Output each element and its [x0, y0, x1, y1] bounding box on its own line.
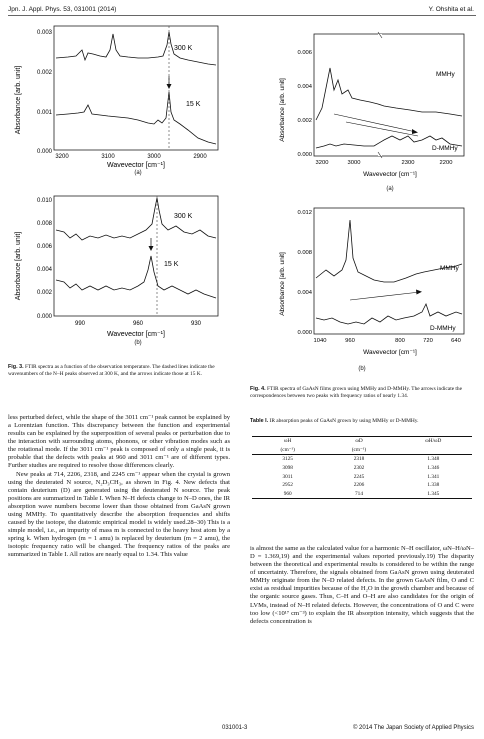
- fig3a-xtick: 2900: [193, 154, 207, 160]
- fig4b-ylabel: Absorbance [arb. unit]: [279, 252, 286, 316]
- table-row: [252, 472, 472, 481]
- fig3b-xlabel: Wavevector [cm⁻¹]: [107, 331, 165, 338]
- fig4a-label-mmhy: MMHy: [436, 71, 455, 78]
- fig3a-ytick: 0.003: [36, 30, 52, 36]
- fig4a-xtick: 3000: [347, 160, 361, 166]
- fig4b-label-mmhy: MMHy: [440, 265, 459, 272]
- left-paragraph: less perturbed defect, while the shape of the 3011 cm⁻¹ peak cannot be explained by a Lorentzian function. This discrepancy between the function and experimental results can be explained by the superposition of several peaks or perturbation due to the interaction with surrounding atoms, phonons, or other vibration modes such as the rotational mode. If the 3011 cm⁻¹ peak is composed of only a single peak, it is probable that the defects with peaks at 960 and 3011 cm⁻¹ are of different types. Further studies are required to resolve those differences clearly.: [8, 414, 230, 470]
- table1-caption: [250, 418, 474, 425]
- fig3b-plot: [8, 190, 230, 350]
- fig4b-trace-dmmhy: [316, 304, 462, 324]
- fig4b-trace-mmhy: [316, 220, 462, 282]
- fig3-caption-label: Fig. 3.: [8, 364, 24, 370]
- fig4a-xtick: 3200: [315, 160, 329, 166]
- fig4a-plot: [250, 28, 476, 188]
- page-number: 031001-3: [222, 725, 248, 731]
- fig4a-ylabel: Absorbance [arb. unit]: [279, 78, 286, 142]
- table-cell: 714: [323, 490, 394, 499]
- table-cell: 1.348: [427, 456, 440, 463]
- fig4-caption: [250, 386, 474, 399]
- fig4a-xtick: 2200: [439, 160, 453, 166]
- table-cell: 1.345: [395, 490, 472, 499]
- table-row: [252, 455, 472, 464]
- table-row: [252, 481, 472, 490]
- fig4a-ytick: 0.004: [297, 84, 312, 90]
- table-cell: 2302: [353, 465, 365, 472]
- fig4b-xtick: 720: [423, 338, 433, 344]
- fig4b-xtick: 640: [451, 338, 461, 344]
- fig3b-ytick: 0.006: [36, 244, 52, 250]
- table-cell: 3098: [282, 465, 293, 472]
- fig4b-ytick: 0.000: [297, 330, 312, 336]
- table-cell: 2206: [353, 482, 365, 489]
- fig3b-ytick: 0.000: [36, 314, 52, 320]
- fig3a-label-300k: 300 K: [174, 45, 193, 52]
- author-header: Y. Ohshita et al.: [428, 6, 474, 13]
- fig4-caption-label: Fig. 4.: [250, 386, 266, 392]
- table1: [252, 436, 472, 499]
- journal-header: Jpn. J. Appl. Phys. 53, 031001 (2014): [8, 6, 117, 13]
- fig3b-label-300k: 300 K: [174, 213, 193, 220]
- header-rule: [8, 15, 476, 16]
- fig3b-ytick: 0.004: [36, 267, 52, 273]
- table1-unit: (cm⁻¹): [323, 446, 394, 455]
- table-row: [252, 464, 472, 473]
- fig3b-ytick: 0.010: [36, 198, 52, 204]
- fig3a-ytick: 0.000: [36, 149, 52, 155]
- table1-header: ωH/ωD: [395, 437, 472, 446]
- fig3-caption-text: FTIR spectra as a function of the observation temperature. The dashed lines indicate the wavenumbers of the N–H peaks observed at 300 K, and the arrows indicate those at 15 K.: [8, 364, 215, 377]
- right-paragraph: is almost the same as the calculated value for a harmonic N–H oscillator, ωN–H/ωN–D = 1.369,19) and the experimental values reported previously.19) The disparity between the theoretical and experimental results is considered to be within the range of uncertainty. Therefore, the signals obtained from GaAsN grown using deuterated MMHy originate from the N–D related defects. In the grown GaAsN film, O and C exist as residual impurities because of the H₂O in the growth chamber and because of the organic source gases. Thus, C–H and O–H are also candidates for the origin of LVMs, instead of N–H related defects. However, the concentrations of O and C were too low (<10¹⁷ cm⁻³) to explain the IR absorption intensity, which suggests that the defects concentration is: [250, 545, 474, 625]
- fig4b-sub: (b): [358, 366, 366, 372]
- copyright: © 2014 The Japan Society of Applied Physics: [352, 725, 474, 731]
- fig4b-xlabel: Wavevector [cm⁻¹]: [363, 349, 417, 356]
- fig4-caption-text: FTIR spectra of GaAsN films grown using MMHy and D-MMHy. The arrows indicate the correspondences between two peaks with frequency ratios of nearly 1.34.: [250, 386, 463, 399]
- fig4a-label-dmmhy: D-MMHy: [432, 145, 458, 152]
- fig3a-xtick: 3100: [101, 154, 115, 160]
- fig4b-xtick: 1040: [313, 338, 327, 344]
- table-cell: 1.346: [427, 465, 440, 472]
- fig4b-label-dmmhy: D-MMHy: [430, 325, 456, 332]
- left-paragraph: New peaks at 714, 2206, 2318, and 2245 cm⁻¹ appear when the crystal is grown using the deuterated N source, N₂D₃CH₃, as shown in Fig. 4. New defects that contain deuterium (D) are generated using the deuterated N source. The peak positions are summarized in Table I. When N–H defects change to N–D ones, the IR absorption wave numbers become lower than those obtained from GaAsN grown using MMHy. To quantitatively describe the absorption frequencies and shifts caused by the isotope, the diatomic empirical model is widely used.28–30) This is a simple model, i.e., an impurity of mass m is connected to the heavy host atom by a spring k. When hydrogen (m = 1 amu) is replaced by deuterium (m = 2 amu), the isotopic frequency ratio will be changed. The frequency ratios of the peaks are summarized in Table I. All ratios are nearly equal to 1.34. This value: [8, 470, 230, 559]
- table-cell: 3011: [282, 473, 293, 480]
- table1-caption-text: IR absorption peaks of GaAsN grown by using MMHy or D-MMHy.: [269, 418, 419, 424]
- fig4a-ytick: 0.002: [297, 118, 312, 124]
- fig3a-trace-15k: [56, 92, 216, 144]
- fig3a-label-15k: 15 K: [186, 101, 201, 108]
- table1-unit: (cm⁻¹): [252, 446, 323, 455]
- left-column-text: [8, 414, 230, 559]
- fig4a-ytick: 0.006: [297, 50, 312, 56]
- fig3a-ylabel: Absorbance [arb. unit]: [15, 65, 22, 135]
- fig4b-ytick: 0.008: [297, 250, 312, 256]
- fig3b-sub: (b): [134, 340, 142, 346]
- table-cell: 2318: [353, 456, 365, 463]
- table-cell: 1.341: [427, 473, 440, 480]
- fig3b-ytick: 0.008: [36, 221, 52, 227]
- table-cell: 1.338: [427, 482, 440, 489]
- fig3b-ylabel: Absorbance [arb. unit]: [15, 231, 22, 301]
- table-cell: 2245: [353, 473, 365, 480]
- fig3a-plot: [8, 20, 230, 176]
- table-cell: 2952: [282, 482, 293, 489]
- fig3a-ytick: 0.002: [36, 70, 52, 76]
- fig4b-xtick: 960: [345, 338, 355, 344]
- fig3a-sub: (a): [134, 170, 142, 176]
- fig4a-xlabel: Wavevector [cm⁻¹]: [363, 171, 417, 178]
- fig3a-xtick: 3200: [55, 154, 69, 160]
- fig3a-xtick: 3000: [147, 154, 161, 160]
- fig3b-frame: [54, 196, 218, 316]
- fig4a-ytick: 0.000: [297, 152, 312, 158]
- fig3b-ytick: 0.002: [36, 290, 52, 296]
- fig4a-arrow: [334, 114, 416, 132]
- right-column-text: [250, 545, 474, 626]
- fig3-caption: [8, 364, 230, 377]
- fig3b-trace-15k: [56, 256, 216, 298]
- table1-header: ωD: [323, 437, 394, 446]
- table1-caption-label: Table I.: [250, 418, 269, 424]
- fig4b-plot: [250, 200, 476, 368]
- fig3a-frame: [54, 26, 218, 150]
- table-row: [252, 490, 472, 499]
- fig4b-ytick: 0.004: [297, 290, 312, 296]
- fig3b-label-15k: 15 K: [164, 261, 179, 268]
- table1-unit: [395, 446, 472, 455]
- fig3a-xlabel: Wavevector [cm⁻¹]: [107, 162, 165, 169]
- table-cell: 3125: [282, 456, 293, 463]
- fig3b-xtick: 930: [190, 321, 202, 327]
- fig3b-xtick: 990: [74, 321, 86, 327]
- table1-header: ωH: [252, 437, 323, 446]
- fig3b-xtick: 960: [132, 321, 144, 327]
- table-cell: 960: [252, 490, 323, 499]
- fig4a-sub: (a): [386, 186, 394, 192]
- fig3a-ytick: 0.001: [36, 110, 52, 116]
- fig4b-ytick: 0.012: [297, 210, 312, 216]
- fig4b-xtick: 800: [395, 338, 405, 344]
- fig4a-xtick: 2300: [401, 160, 415, 166]
- fig4b-arrow: [350, 292, 420, 300]
